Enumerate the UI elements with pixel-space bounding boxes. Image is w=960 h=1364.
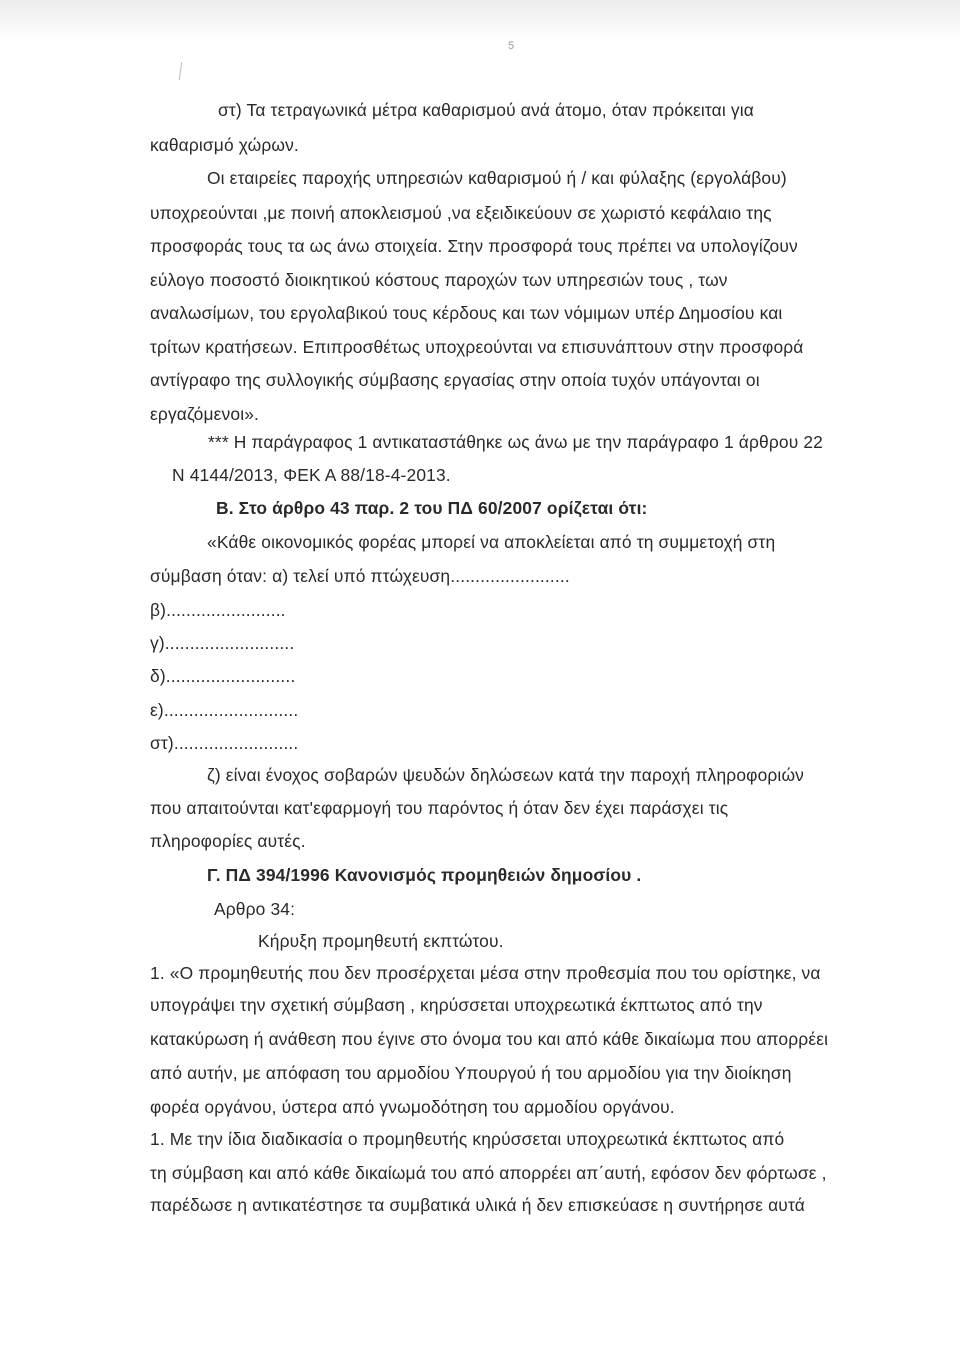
article-title: Κήρυξη προμηθευτή εκπτώτου. <box>258 931 504 951</box>
article-number: Αρθρο 34: <box>214 899 296 919</box>
text-line: προσφοράς τους τα ως άνω στοιχεία. Στην προσφορά τους πρέπει να υπολογίζουν <box>150 236 798 256</box>
text-line: υπογράψει την σχετική σύμβαση , κηρύσσεται υποχρεωτικά έκπτωτος από την <box>150 995 763 1015</box>
text-line: αντίγραφο της συλλογικής σύμβασης εργασίας στην οποία τυχόν υπάγονται οι <box>150 370 760 390</box>
text-line: 1. «Ο προμηθευτής που δεν προσέρχεται μέσα στην προθεσμία που του ορίστηκε, να <box>150 963 821 983</box>
text-line: αναλωσίμων, του εργολαβικού τους κέρδους και των νόμιμων υπέρ Δημοσίου και <box>150 303 783 323</box>
text-line: «Κάθε οικονομικός φορέας μπορεί να αποκλείεται από τη συμμετοχή στη <box>207 532 776 552</box>
text-line: υποχρεούνται ,με ποινή αποκλεισμού ,να εξειδικεύουν σε χωριστό κεφάλαιο της <box>150 203 772 223</box>
text-line: εργαζόμενοι». <box>150 404 260 424</box>
section-b-heading: Β. Στο άρθρο 43 παρ. 2 του ΠΔ 60/2007 ορίζεται ότι: <box>216 498 648 518</box>
list-item: ε)........................... <box>150 700 299 720</box>
text-line: παρέδωσε η αντικατέστησε τα συμβατικά υλικά ή δεν επισκεύασε η συντήρησε αυτά <box>150 1195 805 1215</box>
text-line: κατακύρωση ή ανάθεση που έγινε στο όνομα του και από κάθε δικαίωμα που απορρέει <box>150 1029 829 1049</box>
text-line: εύλογο ποσοστό διοικητικού κόστους παροχών των υπηρεσιών τους , των <box>150 270 728 290</box>
text-line: φορέα οργάνου, ύστερα από γνωμοδότηση του αρμοδίου οργάνου. <box>150 1097 675 1117</box>
text-line: που απαιτούνται κατ'εφαρμογή του παρόντος ή όταν δεν έχει παράσχει τις <box>150 798 729 818</box>
scan-shadow <box>0 0 960 40</box>
list-item: γ).......................... <box>150 633 295 653</box>
section-c-heading: Γ. ΠΔ 394/1996 Κανονισμός προμηθειών δημοσίου . <box>207 865 642 885</box>
text-line: Οι εταιρείες παροχής υπηρεσιών καθαρισμού ή / και φύλαξης (εργολάβου) <box>207 168 787 188</box>
text-line: πληροφορίες αυτές. <box>150 831 306 851</box>
note-line: *** Η παράγραφος 1 αντικαταστάθηκε ως άνω με την παράγραφο 1 άρθρου 22 <box>208 432 823 452</box>
list-item: β)........................ <box>150 600 286 620</box>
text-line: σύμβαση όταν: α) τελεί υπό πτώχευση........................ <box>150 566 570 586</box>
text-line: στ) Τα τετραγωνικά μέτρα καθαρισμού ανά άτομο, όταν πρόκειται για <box>218 100 754 120</box>
text-line: τη σύμβαση και από κάθε δικαίωμά του από απορρέει απ΄αυτή, εφόσον δεν φόρτωσε , <box>150 1163 827 1183</box>
text-line: καθαρισμό χώρων. <box>150 135 299 155</box>
note-line: Ν 4144/2013, ΦΕΚ Α 88/18-4-2013. <box>172 465 451 485</box>
text-line: από αυτήν, με απόφαση του αρμοδίου Υπουργού ή του αρμοδίου για την διοίκηση <box>150 1063 792 1083</box>
text-line: ζ) είναι ένοχος σοβαρών ψευδών δηλώσεων κατά την παροχή πληροφοριών <box>207 765 805 785</box>
page-number: 5 <box>508 40 515 52</box>
scan-mark <box>179 62 182 80</box>
list-item: δ).......................... <box>150 666 296 686</box>
text-line: τρίτων κρατήσεων. Επιπροσθέτως υποχρεούνται να επισυνάπτουν στην προσφορά <box>150 337 804 357</box>
list-item: στ)......................... <box>150 733 299 753</box>
text-line: 1. Με την ίδια διαδικασία ο προμηθευτής κηρύσσεται υποχρεωτικά έκπτωτος από <box>150 1129 785 1149</box>
